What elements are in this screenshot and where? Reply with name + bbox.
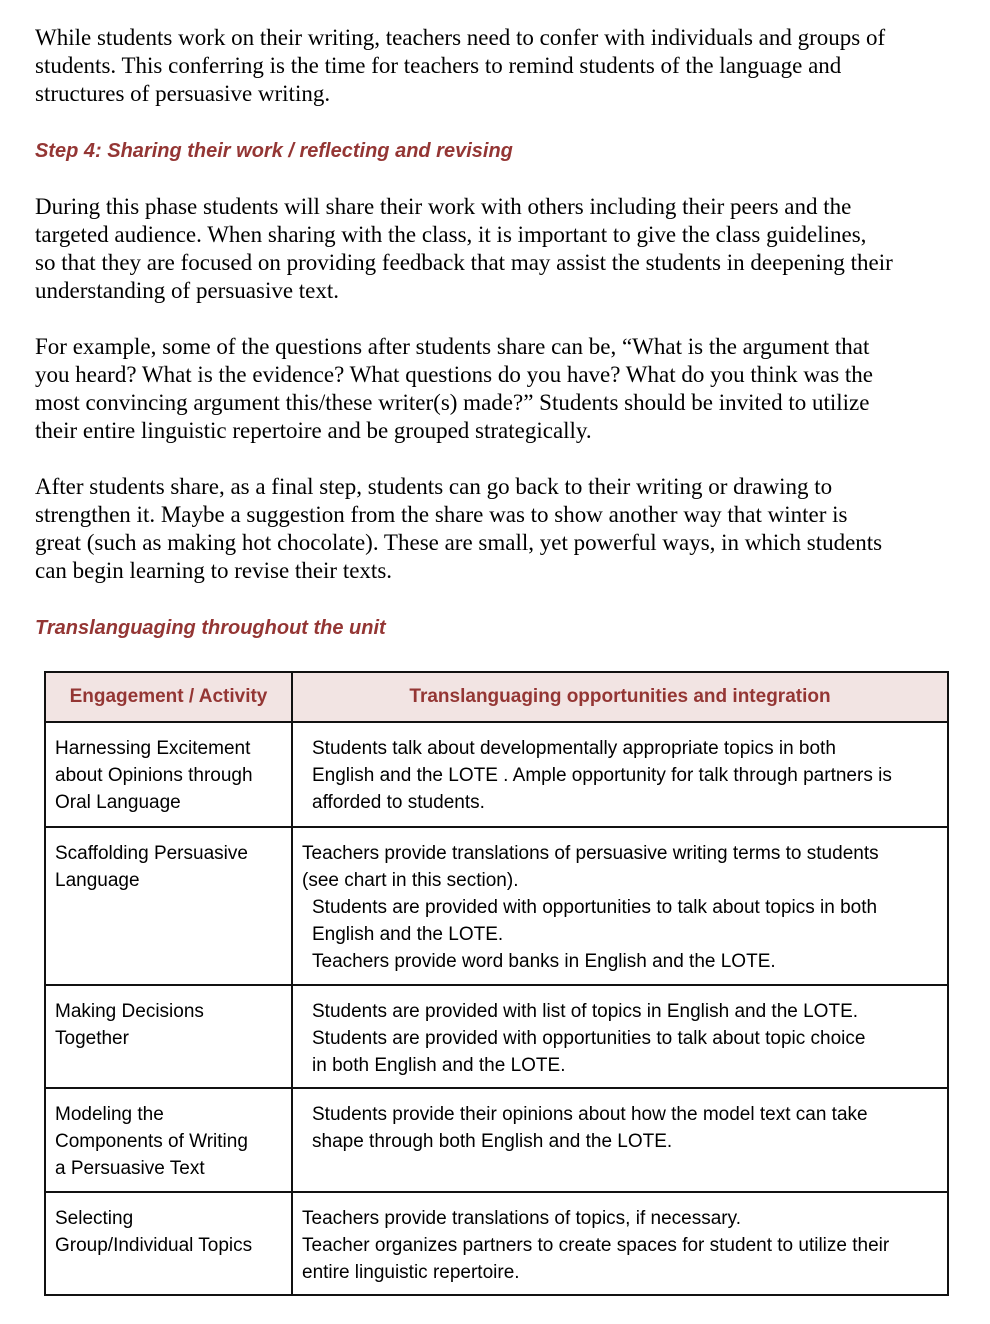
opportunity-line: English and the LOTE . Ample opportunity for talk through partners is xyxy=(312,765,892,786)
header-translanguaging-opportunities: Translanguaging opportunities and integration xyxy=(292,672,948,722)
paragraph-sharing-phase xyxy=(35,193,965,305)
opportunity-line: Students are provided with opportunities to talk about topic choice xyxy=(312,1028,866,1049)
header-engagement-activity: Engagement / Activity xyxy=(45,672,292,722)
opportunities-cell xyxy=(292,1088,948,1192)
paragraph-line: strengthen it. Maybe a suggestion from the share was to show another way that winter is xyxy=(35,502,848,527)
heading-translanguaging: Translanguaging throughout the unit xyxy=(35,617,386,639)
paragraph-line: can begin learning to revise their texts. xyxy=(35,558,393,583)
opportunity-line: afforded to students. xyxy=(312,792,485,813)
translanguaging-table xyxy=(44,671,949,1296)
paragraph-line: While students work on their writing, teachers need to confer with individuals and groups of xyxy=(35,25,886,50)
activity-line: Together xyxy=(55,1028,129,1049)
activity-line: Harnessing Excitement xyxy=(55,738,251,759)
opportunity-line: Students talk about developmentally appropriate topics in both xyxy=(312,738,836,759)
table-header-row xyxy=(45,672,948,722)
paragraph-line: During this phase students will share their work with others including their peers and the xyxy=(35,194,852,219)
paragraph-line: great (such as making hot chocolate). These are small, yet powerful ways, in which students xyxy=(35,530,883,555)
paragraph-line: you heard? What is the evidence? What questions do you have? What do you think was the xyxy=(35,362,873,387)
table-row xyxy=(45,1192,948,1295)
paragraph-revising xyxy=(35,473,965,585)
opportunities-cell xyxy=(292,1192,948,1295)
activity-line: Group/Individual Topics xyxy=(55,1235,253,1256)
heading-step-4: Step 4: Sharing their work / reflecting and revising xyxy=(35,140,513,162)
opportunity-line: Teachers provide word banks in English and the LOTE. xyxy=(312,951,776,972)
activity-cell xyxy=(45,1192,292,1295)
opportunity-line: Students are provided with opportunities to talk about topics in both xyxy=(312,897,878,918)
table-row xyxy=(45,827,948,985)
paragraph-conferring xyxy=(35,24,965,108)
opportunities-cell xyxy=(292,722,948,827)
opportunity-line: Teacher organizes partners to create spaces for student to utilize their xyxy=(302,1235,890,1256)
opportunity-line: Teachers provide translations of persuasive writing terms to students xyxy=(302,843,879,864)
activity-line: Making Decisions xyxy=(55,1001,204,1022)
activity-cell xyxy=(45,985,292,1088)
activity-line: Components of Writing xyxy=(55,1131,248,1152)
paragraph-line: After students share, as a final step, students can go back to their writing or drawing to xyxy=(35,474,833,499)
activity-line: Oral Language xyxy=(55,792,181,813)
opportunity-line: shape through both English and the LOTE. xyxy=(312,1131,673,1152)
paragraph-line: structures of persuasive writing. xyxy=(35,81,331,106)
activity-line: Modeling the xyxy=(55,1104,164,1125)
activity-line: Language xyxy=(55,870,140,891)
opportunity-line: English and the LOTE. xyxy=(312,924,504,945)
opportunity-line: (see chart in this section). xyxy=(302,870,519,891)
opportunity-line: in both English and the LOTE. xyxy=(312,1055,566,1076)
activity-cell xyxy=(45,1088,292,1192)
activity-line: Scaffolding Persuasive xyxy=(55,843,248,864)
table-row xyxy=(45,985,948,1088)
paragraph-line: so that they are focused on providing feedback that may assist the students in deepening their xyxy=(35,250,893,275)
opportunities-cell xyxy=(292,827,948,985)
paragraph-line: most convincing argument this/these writer(s) made?” Students should be invited to utilize xyxy=(35,390,870,415)
paragraph-line: understanding of persuasive text. xyxy=(35,278,340,303)
activity-cell xyxy=(45,827,292,985)
opportunity-line: entire linguistic repertoire. xyxy=(302,1262,520,1283)
activity-line: Selecting xyxy=(55,1208,134,1229)
table-row xyxy=(45,722,948,827)
paragraph-line: targeted audience. When sharing with the class, it is important to give the class guidelines, xyxy=(35,222,867,247)
opportunity-line: Students are provided with list of topics in English and the LOTE. xyxy=(312,1001,859,1022)
opportunity-line: Teachers provide translations of topics, if necessary. xyxy=(302,1208,741,1229)
paragraph-line: For example, some of the questions after students share can be, “What is the argument that xyxy=(35,334,870,359)
table-row xyxy=(45,1088,948,1192)
paragraph-example-questions xyxy=(35,333,965,445)
opportunity-line: Students provide their opinions about how the model text can take xyxy=(312,1104,868,1125)
activity-cell xyxy=(45,722,292,827)
paragraph-line: their entire linguistic repertoire and be grouped strategically. xyxy=(35,418,592,443)
activity-line: a Persuasive Text xyxy=(55,1158,205,1179)
activity-line: about Opinions through xyxy=(55,765,253,786)
opportunities-cell xyxy=(292,985,948,1088)
paragraph-line: students. This conferring is the time for teachers to remind students of the language and xyxy=(35,53,842,78)
